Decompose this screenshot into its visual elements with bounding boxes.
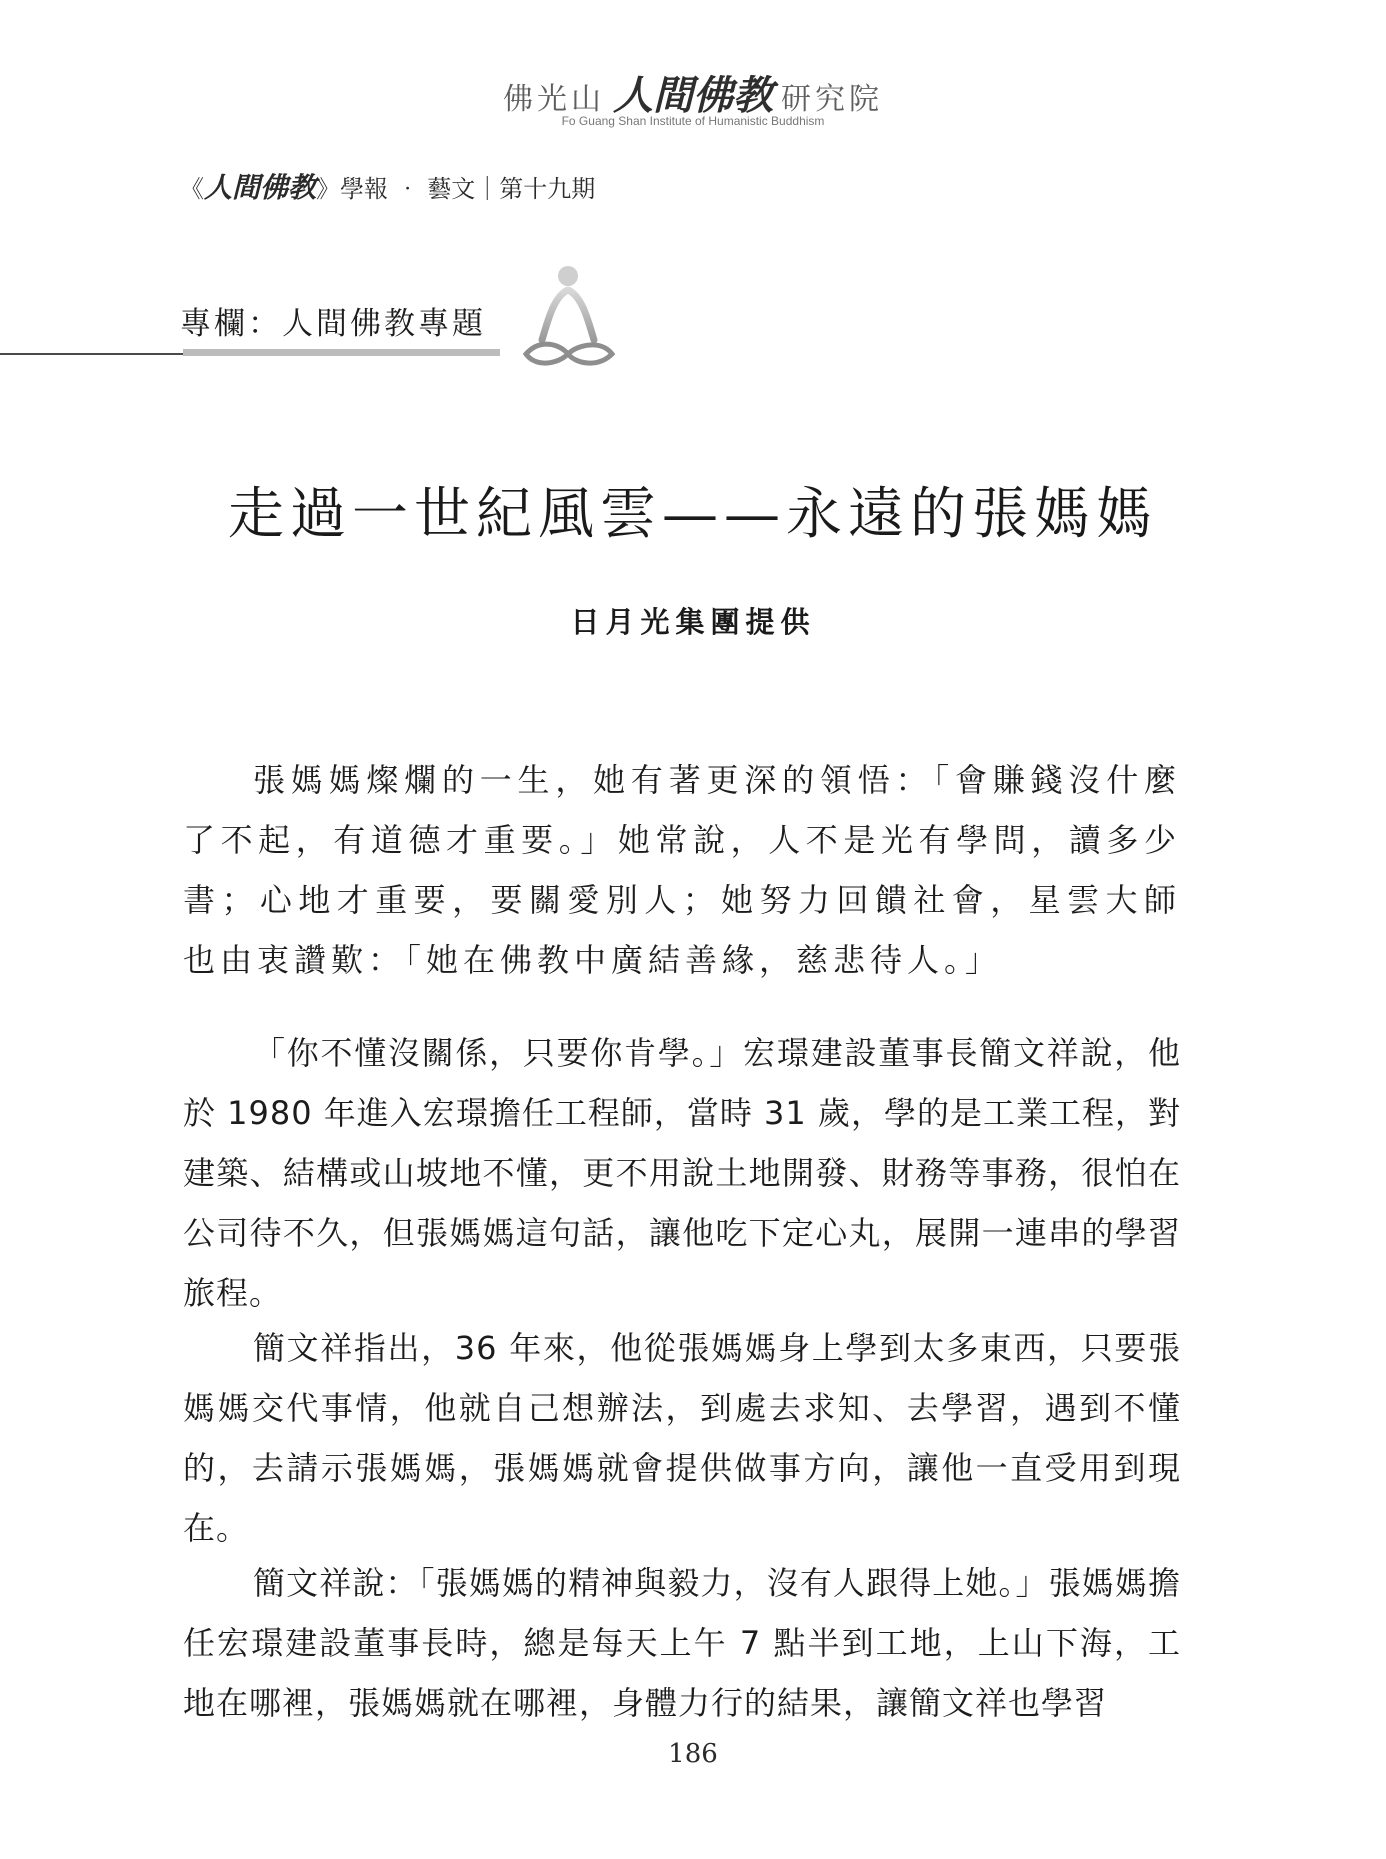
- body-paragraph-4: 簡文祥說：「張媽媽的精神與毅力，沒有人跟得上她。」張媽媽擔任宏璟建設董事長時，總是每天上午 7 點半到工地，上山下海，工地在哪裡，張媽媽就在哪裡，身體力行的結果，讓簡文祥也學習: [183, 1564, 1181, 1722]
- body-paragraph-3: 簡文祥指出，36 年來，他從張媽媽身上學到太多東西，只要張媽媽交代事情，他就自己想辦法，到處去求知、去學習，遇到不懂的，去請示張媽媽，張媽媽就會提供做事方向，讓他一直受用到現在。: [183, 1329, 1181, 1547]
- meditating-figure-icon: [518, 262, 618, 372]
- institute-prefix: 佛光山: [503, 82, 605, 117]
- article-byline: 日月光集團提供: [570, 605, 816, 639]
- column-label: 專欄：人間佛教專題: [180, 306, 486, 342]
- journal-header: [180, 166, 595, 206]
- journal-brand: 人間佛教: [204, 171, 317, 204]
- page-number: 186: [668, 1739, 718, 1769]
- institute-suffix: 研究院: [781, 82, 883, 117]
- body-paragraph-2: 「你不懂沒關係，只要你肯學。」宏璟建設董事長簡文祥說，他於 1980 年進入宏璟擔任工程師，當時 31 歲，學的是工業工程，對建築、結構或山坡地不懂，更不用說土地開發、財務等事務，很怕在公司待不久，但張媽媽這句話，讓他吃下定心丸，展開一連串的學習旅程。: [183, 1034, 1181, 1312]
- journal-issue: 》學報 ‧ 藝文｜第十九期: [316, 175, 596, 203]
- institute-name: [0, 64, 1386, 121]
- journal-open-bracket: 《: [180, 175, 204, 203]
- body-paragraph-1: 張媽媽燦爛的一生，她有著更深的領悟：「會賺錢沒什麼了不起，有道德才重要。」她常說，人不是光有學問，讀多少書；心地才重要，要關愛別人；她努力回饋社會，星雲大師也由衷讚歎：「她在佛教中廣結善緣，慈悲待人。」: [183, 761, 1181, 979]
- article-title: 走過一世紀風雲——永遠的張媽媽: [228, 482, 1158, 547]
- column-rule-bar: [183, 349, 500, 356]
- institute-brand: 人間佛教: [613, 73, 773, 119]
- institute-english-name: Fo Guang Shan Institute of Humanistic Buddhism: [561, 114, 825, 128]
